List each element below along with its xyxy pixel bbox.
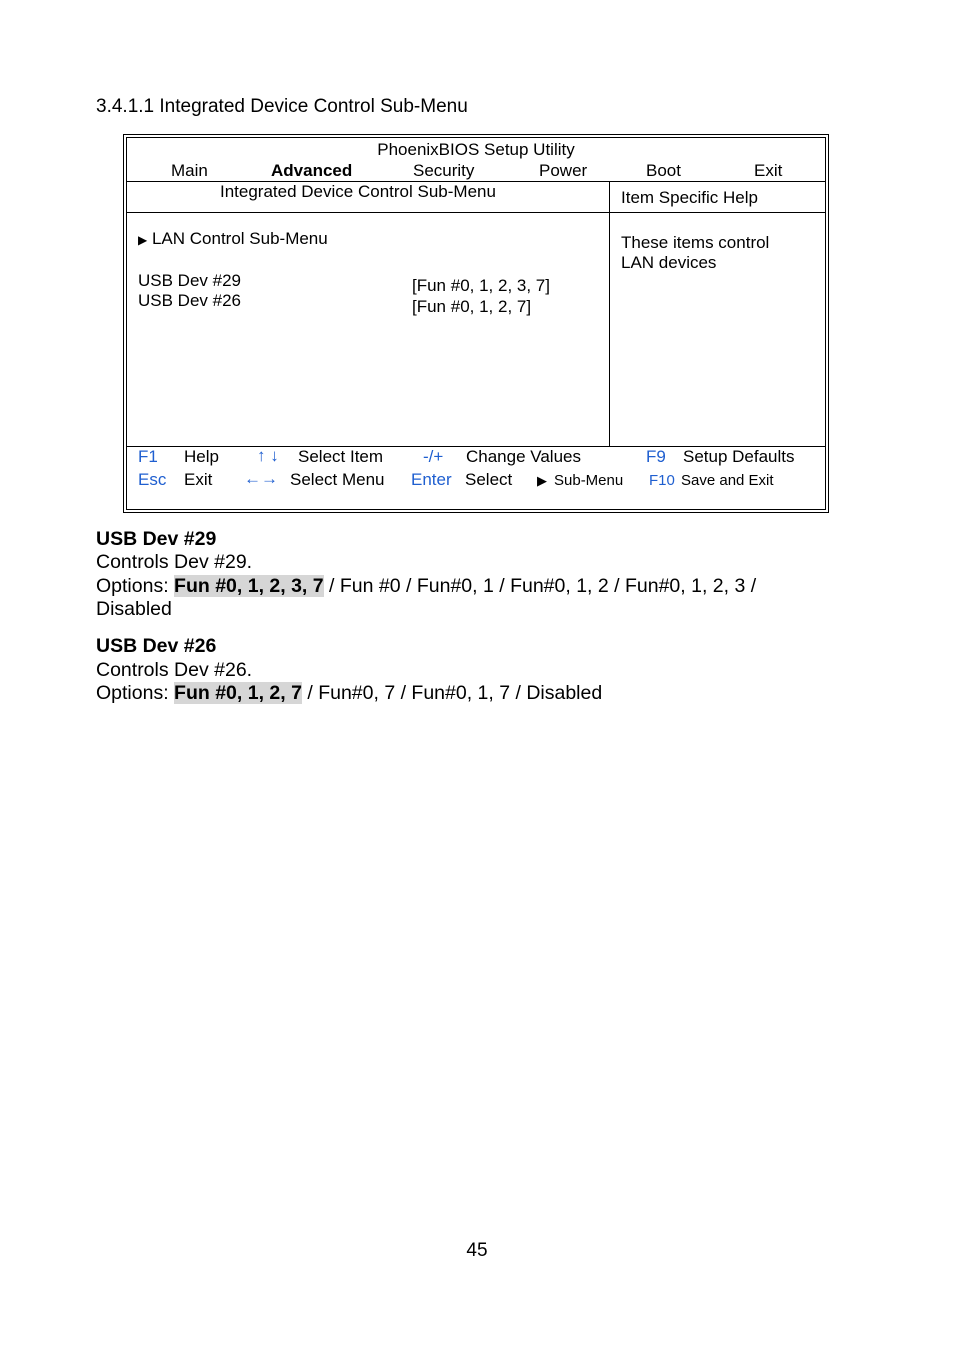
key-plus-minus: -/+	[423, 447, 444, 466]
other-options: / Fun #0 / Fun#0, 1 / Fun#0, 1, 2 / Fun#0, 1, 2, 3 /	[323, 575, 757, 597]
usb-dev-26-text: Controls Dev #26.	[96, 659, 253, 681]
page-number: 45	[466, 1240, 488, 1261]
usb-dev-29-text: Controls Dev #29.	[96, 551, 253, 573]
default-option: Fun #0, 1, 2, 3, 7	[174, 575, 324, 597]
menu-main[interactable]: Main	[171, 161, 208, 180]
key-select-item-label: Select Item	[298, 447, 384, 466]
item-lan-control-submenu[interactable]	[138, 229, 328, 249]
submenu-play-icon: ▶	[537, 473, 547, 488]
usb-dev-26-title: USB Dev #26	[96, 635, 217, 657]
item-usb-dev-29-value[interactable]: [Fun #0, 1, 2, 3, 7]	[412, 276, 550, 295]
item-usb-dev-26-value[interactable]: [Fun #0, 1, 2, 7]	[412, 297, 532, 316]
other-options: / Fun#0, 7 / Fun#0, 1, 7 / Disabled	[301, 682, 603, 704]
options-prefix: Options:	[96, 682, 175, 704]
menu-power[interactable]: Power	[539, 161, 588, 180]
header-divider	[127, 212, 825, 213]
bios-title: PhoenixBIOS Setup Utility	[377, 140, 575, 159]
help-title: Item Specific Help	[621, 188, 758, 207]
key-esc: Esc	[138, 470, 167, 489]
key-f10: F10	[649, 472, 675, 489]
item-usb-dev-29-label[interactable]: USB Dev #29	[138, 271, 241, 290]
key-change-values-label: Change Values	[466, 447, 581, 466]
up-down-arrows-icon: ↑ ↓	[257, 446, 279, 465]
help-text-line-1: These items control	[621, 233, 770, 252]
left-right-arrows-icon: ←→	[244, 469, 278, 488]
bios-setup-screen	[123, 134, 829, 513]
item-label: LAN Control Sub-Menu	[151, 229, 328, 248]
key-f1-label: Help	[184, 447, 219, 466]
usb-dev-29-options	[96, 575, 756, 598]
menu-exit[interactable]: Exit	[754, 161, 783, 180]
help-panel-divider	[609, 181, 610, 446]
key-esc-label: Exit	[184, 470, 213, 489]
key-f9-label: Setup Defaults	[683, 447, 795, 466]
key-f1: F1	[138, 447, 158, 466]
key-f10-label: Save and Exit	[681, 472, 774, 489]
bios-inner-frame	[126, 137, 826, 510]
item-usb-dev-26-label[interactable]: USB Dev #26	[138, 291, 241, 310]
options-prefix: Options:	[96, 575, 175, 597]
key-enter: Enter	[411, 470, 452, 489]
key-submenu-label: Sub-Menu	[554, 472, 624, 489]
key-select-menu-label: Select Menu	[290, 470, 385, 489]
key-f9: F9	[646, 447, 666, 466]
section-heading: 3.4.1.1 Integrated Device Control Sub-Menu	[96, 96, 468, 117]
menu-advanced[interactable]: Advanced	[271, 161, 353, 180]
menu-boot[interactable]: Boot	[646, 161, 681, 180]
help-text-line-2: LAN devices	[621, 253, 717, 272]
submenu-title: Integrated Device Control Sub-Menu	[220, 182, 496, 201]
default-option: Fun #0, 1, 2, 7	[174, 682, 302, 704]
usb-dev-29-options-cont: Disabled	[96, 598, 172, 620]
key-select-label: Select	[465, 470, 513, 489]
submenu-arrow-icon: ▶	[138, 233, 148, 247]
usb-dev-26-options	[96, 682, 602, 705]
menu-security[interactable]: Security	[413, 161, 475, 180]
usb-dev-29-title: USB Dev #29	[96, 528, 217, 550]
